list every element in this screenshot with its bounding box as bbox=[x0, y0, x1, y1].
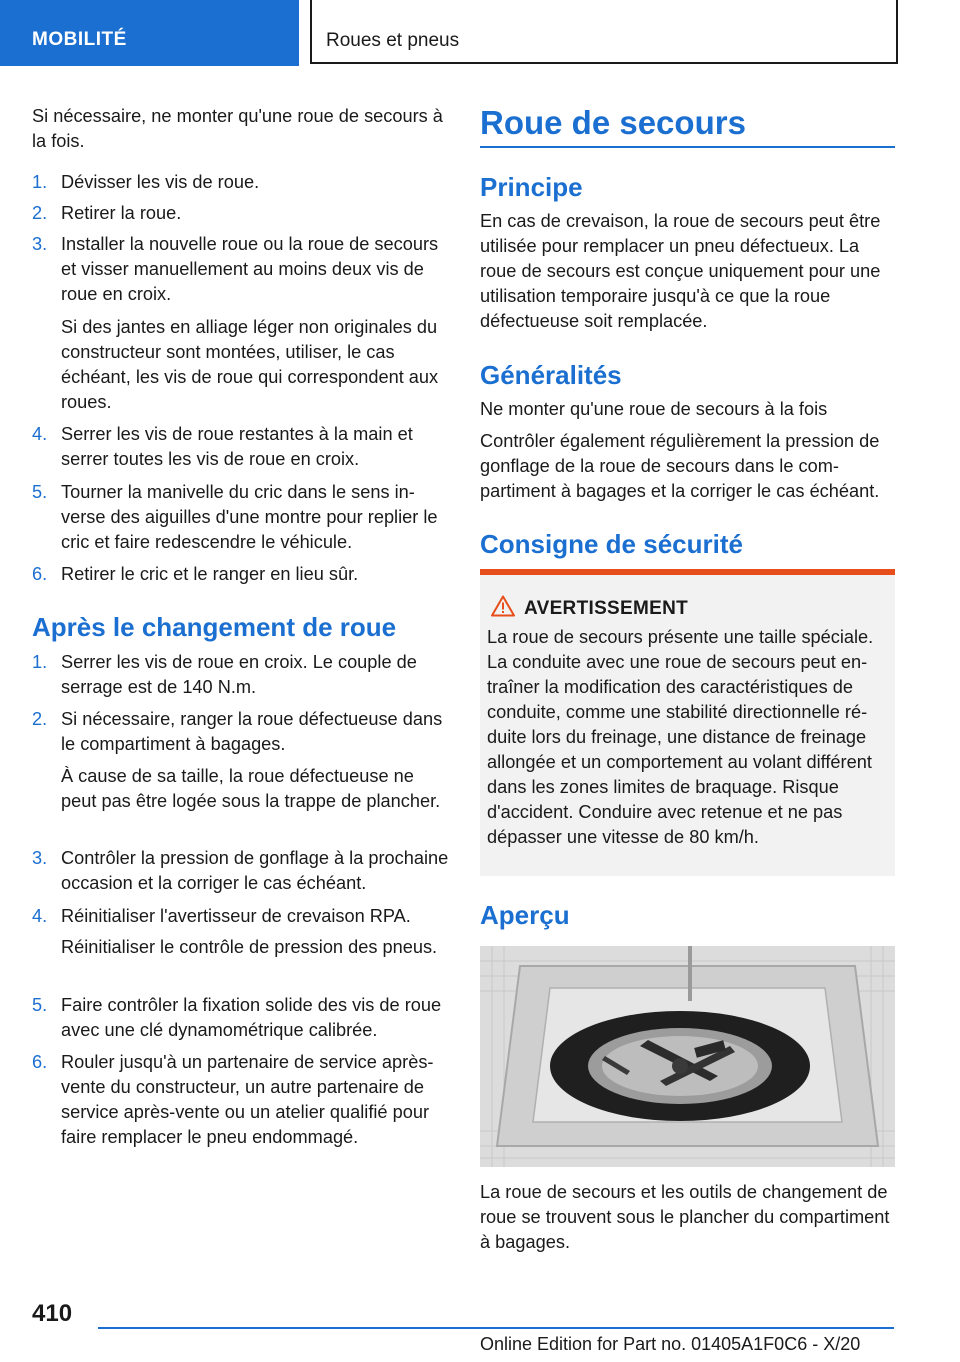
step-text: Installer la nouvelle roue ou la roue de secours et visser manuellement au moins deux vis de roue en croix. bbox=[61, 234, 439, 304]
principe-paragraph: En cas de crevaison, la roue de secours peut être utilisée pour remplacer un pneu défectueux. La roue de secours est conçue uniquement pour une utilisation temporaire jusqu'à ce que la roue défectueuse soit remplacée. bbox=[480, 211, 881, 331]
section-heading-after-change: Après le changement de roue bbox=[32, 612, 397, 642]
chapter-title: Roues et pneus bbox=[326, 30, 460, 51]
step-text: Dévisser les vis de roue. bbox=[61, 172, 260, 192]
spare-wheel-illustration bbox=[480, 946, 895, 1167]
section-tab bbox=[0, 0, 299, 66]
page-number: 410 bbox=[32, 1300, 73, 1327]
step-text: Rouler jusqu'à un partenaire de service après-vente du constructeur, un autre partenaire de service après-vente ou un atelier qualifié pour faire remplacer le pneu endommagé. bbox=[61, 1052, 434, 1147]
step-number: 5. bbox=[32, 995, 48, 1015]
step-number: 6. bbox=[32, 564, 48, 584]
step-text: Tourner la manivelle du cric dans le sens inverse des aiguilles d'une montre pour replier le cric et faire redescendre le véhicule. bbox=[61, 482, 438, 552]
step-text: Serrer les vis de roue restantes à la main et serrer toutes les vis de roue en croix. bbox=[61, 424, 413, 469]
step-number: 4. bbox=[32, 424, 48, 444]
step-text: Si nécessaire, ranger la roue défectueuse dans le compartiment à bagages. bbox=[61, 709, 443, 754]
intro-paragraph: Si nécessaire, ne monter qu'une roue de secours à la fois. bbox=[32, 106, 443, 151]
section-heading-apercu: Aperçu bbox=[480, 900, 570, 930]
step-text: Retirer la roue. bbox=[61, 203, 182, 223]
step-number: 1. bbox=[32, 172, 48, 192]
step-note: Réinitialiser le contrôle de pression des pneus. bbox=[61, 937, 438, 957]
title-rule bbox=[480, 146, 895, 148]
footer-rule bbox=[98, 1327, 894, 1329]
step-number: 6. bbox=[32, 1052, 48, 1072]
step-number: 3. bbox=[32, 234, 48, 254]
step-number: 2. bbox=[32, 203, 48, 223]
warning-triangle-icon bbox=[491, 595, 515, 617]
edition-note: Online Edition for Part no. 01405A1F0C6 - X/20 bbox=[480, 1334, 861, 1354]
section-title: MOBILITÉ bbox=[32, 29, 127, 50]
step-number: 2. bbox=[32, 709, 48, 729]
step-number: 5. bbox=[32, 482, 48, 502]
step-number: 3. bbox=[32, 848, 48, 868]
step-text: Retirer le cric et le ranger en lieu sûr. bbox=[61, 564, 359, 584]
step-text: Contrôler la pression de gonflage à la prochaine occasion et la corriger le cas échéant. bbox=[61, 848, 449, 893]
step-text: Serrer les vis de roue en croix. Le couple de serrage est de 140 N.m. bbox=[61, 652, 417, 697]
warning-box bbox=[480, 569, 895, 876]
step-text: Faire contrôler la fixation solide des vis de roue avec une clé dynamométrique calibrée. bbox=[61, 995, 442, 1040]
step-number: 4. bbox=[32, 906, 48, 926]
step-note: À cause de sa taille, la roue défectueuse ne peut pas être logée sous la trappe de plancher. bbox=[61, 766, 441, 811]
step-text: Réinitialiser l'avertisseur de crevaison RPA. bbox=[61, 906, 411, 926]
chapter-header bbox=[310, 0, 898, 64]
figure-caption: La roue de secours et les outils de changement de roue se trouvent sous le plancher du compartiment à bagages. bbox=[480, 1182, 890, 1252]
generalites-paragraph-1: Ne monter qu'une roue de secours à la fois bbox=[480, 399, 828, 419]
section-heading-consigne: Consigne de sécurité bbox=[480, 529, 743, 559]
generalites-paragraph-2: Contrôler également régulièrement la pression de gonflage de la roue de secours dans le compartiment à bagages et la corriger le cas échéant. bbox=[480, 431, 880, 501]
section-heading-principe: Principe bbox=[480, 172, 583, 202]
step-note: Si des jantes en alliage léger non originales du constructeur sont montées, utiliser, le cas échéant, les vis de roue qui correspondent aux roues. bbox=[61, 317, 439, 412]
warning-title: AVERTISSEMENT bbox=[524, 598, 689, 619]
page-title: Roue de secours bbox=[480, 104, 746, 141]
section-heading-generalites: Généralités bbox=[480, 360, 622, 390]
step-number: 1. bbox=[32, 652, 48, 672]
warning-bar bbox=[480, 569, 895, 575]
warning-text: La roue de secours présente une taille spéciale. La conduite avec une roue de secours peut entraîner la modification des caractéristiques de conduite, comme une stabilité directionnelle réduite lors du freinage, une distance de freinage allongée et un comportement au volant différent dans les zones limites de braquage. Risque d'accident. Conduire avec retenue et ne pas dépasser une vitesse de 80 km/h. bbox=[487, 627, 874, 847]
